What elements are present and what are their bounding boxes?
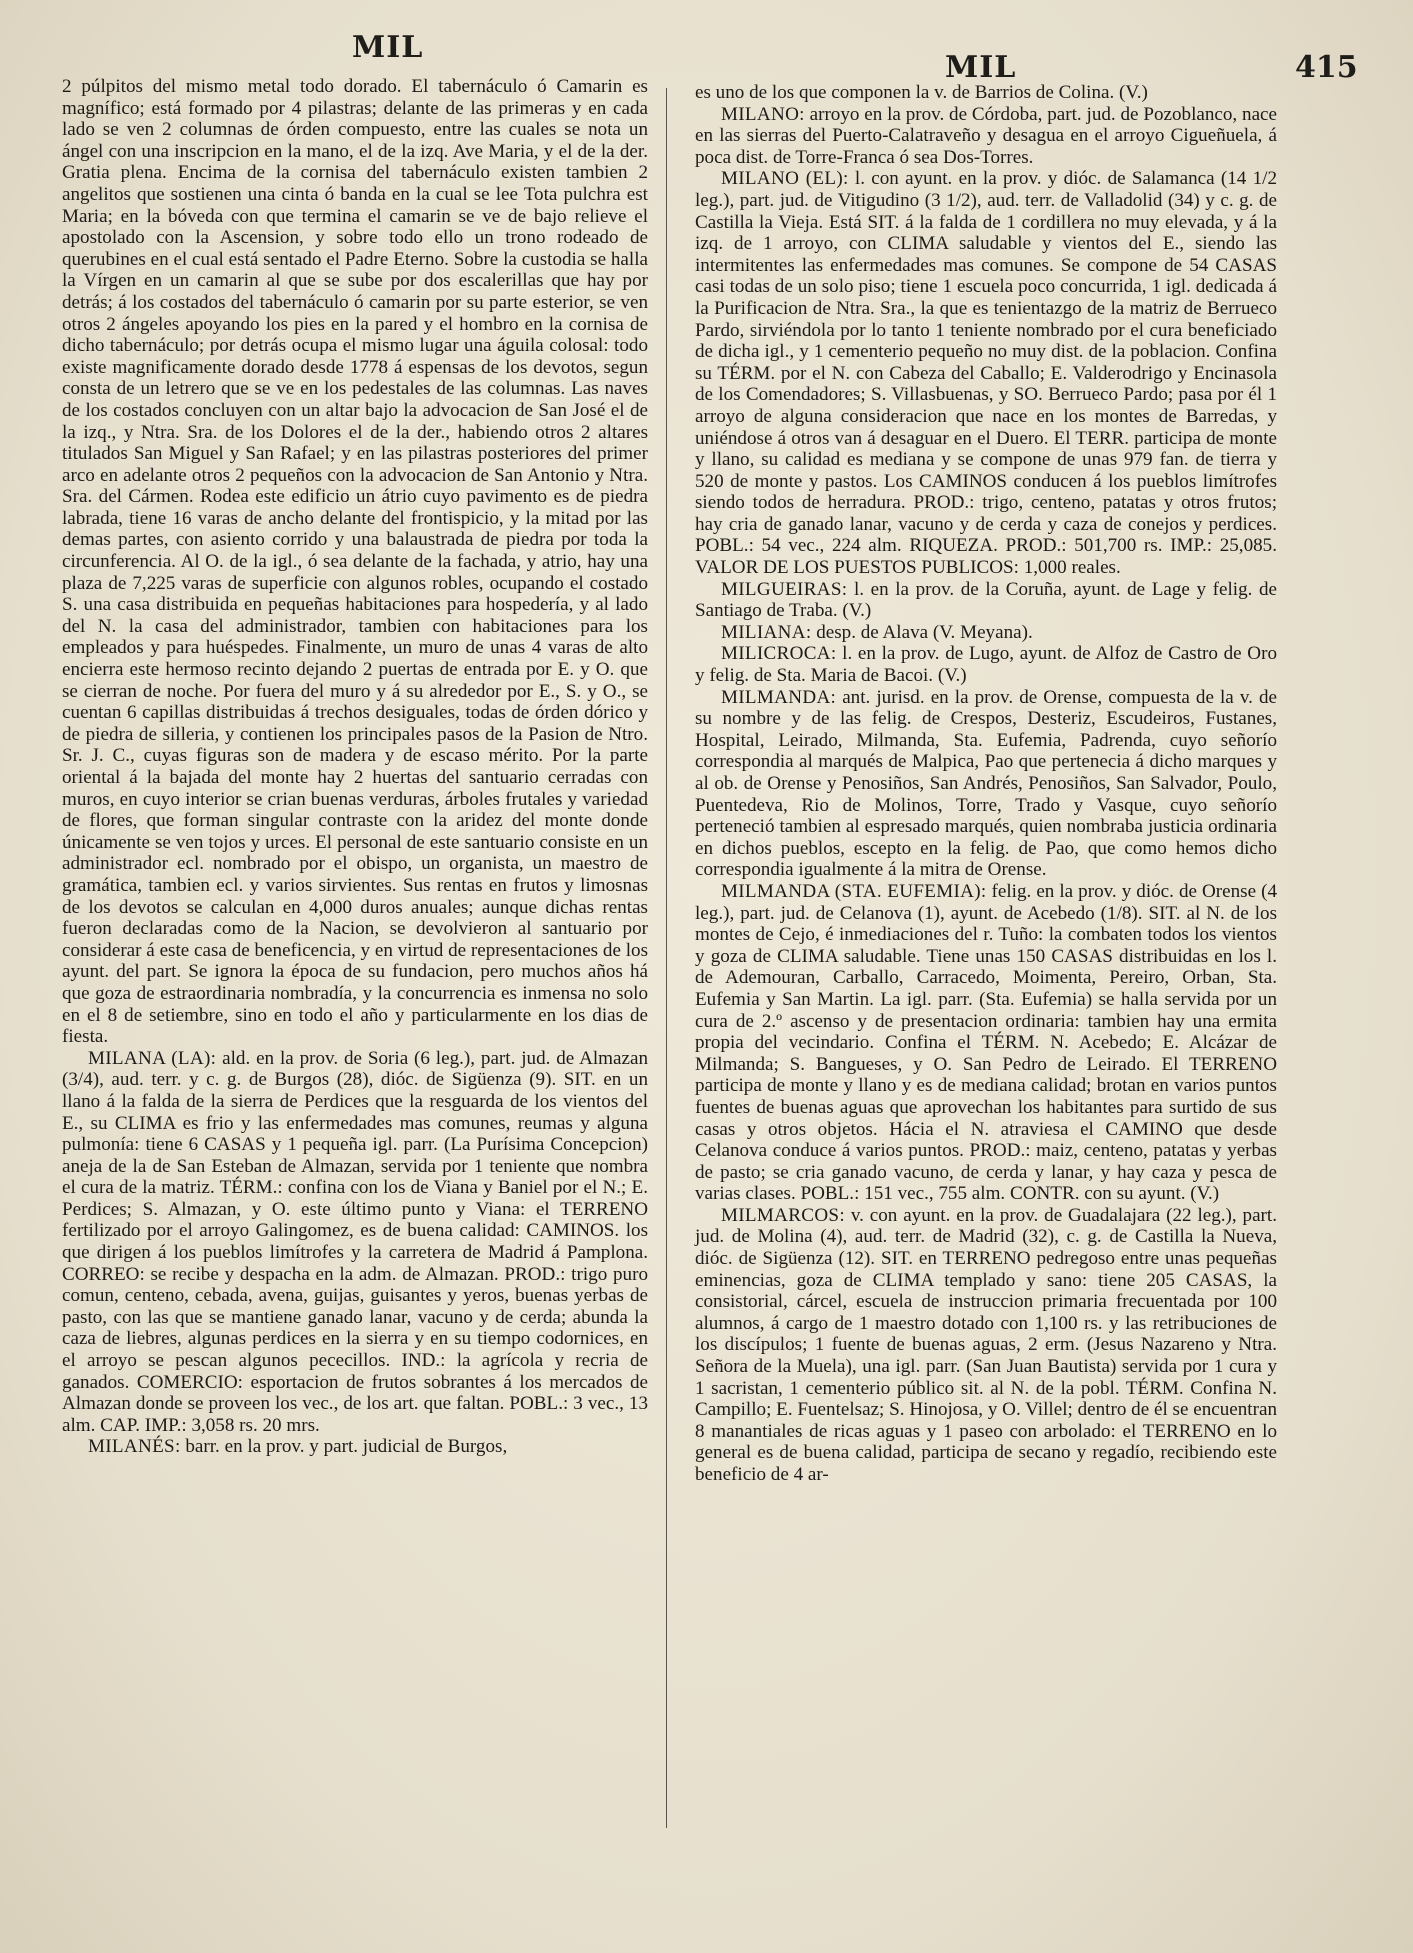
entry-headword: MILMANDA: <box>721 686 837 708</box>
entry-text: 2 púlpitos del mismo metal todo dorado. El tabernáculo ó Camarin es magnífico; está formado por 4 pilastras; delante de las primeras y en cada lado se ven 2 columnas de órden compuesto, entre las cuales se nota un ángel con una inscripcion en la mano, el de la izq. Ave Maria, y el de la der. Gratia plena. Encima de la cornisa del tabernáculo existen tambien 2 angelitos que sostienen una cinta ó banda en la cual se lee Tota pulchra est Maria; en la bóveda con que termina el camarin se ve de bajo relieve el apostolado con la Ascension, y sobre todo ello un trono rodeado de querubines en el cual está sentado el Padre Eterno. Sobre la custodia se halla la Vírgen en un camarin al que se sube por dos escalerillas que hay por detrás; á los costados del tabernáculo ó camarin por su parte esterior, se ven otros 2 ángeles apoyando los pies en la pared y el hombro en la cornisa de dicho tabernáculo; por detrás ocupa el mismo lugar una águila colosal: todo existe magnificamente dorado desde 1778 á espensas de los devotos, segun consta de un letrero que se ve en los pedestales de las columnas. Las naves de los costados concluyen con un altar bajo la advocacion de San José el de la izq., y Ntra. Sra. de los Dolores el de la der., habiendo otros 2 altares titulados San Miguel y San Rafael; y en las pilastras posteriores del primer arco en adelante otros 2 pequeños con la advocacion de San Antonio y Ntra. Sra. del Cármen. Rodea este edificio un átrio cuyo pavimento es de piedra labrada, tiene 16 varas de ancho delante del frontispicio, y la mitad por las demas partes, con asiento corrido y una balaustrada de piedra por toda la circunferencia. Al O. de la igl., ó sea delante de la fachada, y atrio, hay una plaza de 7,225 varas de superficie con algunos robles, ocupando el costado S. una casa distribuida en pequeñas habitaciones para hospedería, y al lado del N. la casa del administrador, tambien con habitaciones para los empleados y para huéspedes. Finalmente, un muro de unas 4 varas de alto encierra este hermoso recinto dejando 2 puertas de entrada por E. y O. que se cierran de noche. Por fuera del muro y á su alrededor por E., S. y O., se cuentan 6 capillas distribuidas á trechos desiguales, todas de órden dórico y de piedra de silleria, y contienen los principales pasos de la Pasion de Ntro. Sr. J. C., cuyas figuras son de madera y de escaso mérito. Por la parte oriental á la bajada del monte hay 2 huertas del santuario cerradas con muros, en cuyo interior se crian buenas verduras, árboles frutales y variedad de flores, que forman singular contraste con la aridez del monte donde únicamente se ven tojos y urces. El personal de este santuario consiste en un administrador ecl. nombrado por el obispo, un organista, un maestro de gramática, tambien ecl. y varios sirvientes. Sus rentas en frutos y limosnas de los devotos se calculan en 4,000 duros anuales; aunque dichas rentas fueron declaradas como de la Nacion, se devolvieron al santuario por considerar á este casa de beneficencia, y en virtud de representaciones de los ayunt. del part. Se ignora la época de su fundacion, pero muchos años há que goza de estraordinaria nombradía, y la concurrencia es inmensa no solo en el 8 de setiembre, sino en todo el año y particularmente en los dias de fiesta. <box>62 76 648 1048</box>
right-column <box>695 82 1277 1486</box>
entry-continuation <box>62 76 648 1048</box>
entry-text: l. en la prov. de la Coruña, ayunt. de Lage y felig. de Santiago de Traba. (V.) <box>695 578 1278 622</box>
entry-text: ald. en la prov. de Soria (6 leg.), part. jud. de Almazan (3/4), aud. terr. y c. g. de Burgos (28), dióc. de Sigüenza (9). SIT. en un llano á la falda de la sierra de Perdices que la resguarda de los vientos del E., su CLIMA es frio y las enfermedades mas comunes, reumas y alguna pulmonía: tiene 6 CASAS y 1 pequeña igl. parr. (La Purísima Concepcion) aneja de la de San Esteban de Almazan, servida por 1 teniente que nombra el cura de la matriz. TÉRM.: confina con los de Viana y Baniel por el N.; E. Perdices; S. Almazan, y O. este último punto y Viana: el TERRENO fertilizado por el arroyo Galingomez, es de buena calidad: CAMINOS. los que dirigen á los pueblos limítrofes y la carretera de Madrid á Pamplona. CORREO: se recibe y despacha en la adm. de Almazan. PROD.: trigo puro comun, centeno, cebada, avena, guijas, guisantes y yeros, buenas yerbas de pasto, con las que se mantiene ganado lanar, vacuno y de cerda; abunda la caza de liebres, algunas perdices en la sierra y en su tiempo codornices, en el arroyo se pescan algunos pececillos. IND.: la agrícola y recria de ganados. COMERCIO: esportacion de frutos sobrantes á los mercados de Almazan donde se proveen los vec., de los art. que faltan. POBL.: 3 vec., 13 alm. CAP. IMP.: 3,058 rs. 20 mrs. <box>62 1047 648 1436</box>
entry-text: barr. en la prov. y part. judicial de Burgos, <box>185 1436 508 1458</box>
entry <box>695 168 1277 578</box>
entry-headword: MILMARCOS: <box>721 1204 845 1226</box>
entry-continuation <box>695 82 1277 104</box>
entry-text: l. en la prov. de Lugo, ayunt. de Alfoz de Castro de Oro y felig. de Sta. Maria de Bacoi. (V.) <box>695 643 1278 687</box>
entry <box>62 1436 648 1458</box>
entry-text: felig. en la prov. y dióc. de Orense (4 leg.), part. jud. de Celanova (1), ayunt. de Acebedo (1/8). SIT. al N. de los montes de Cejo, é inmediaciones del r. Tuño: la combaten todos los vientos y goza de CLIMA saludable. Tiene unas 150 CASAS distribuidas en los l. de Ademouran, Carballo, Carracedo, Moimenta, Pereiro, Orban, Sta. Eufemia y San Martin. La igl. parr. (Sta. Eufemia) se halla servida por un cura de 2.º ascenso y de presentacion ordinaria: tambien hay una ermita propia del vecindario. Confina el TÉRM. N. Acebedo; E. Alcázar de Milmanda; S. Bangueses, y O. San Pedro de Leirado. El TERRENO participa de monte y llano y es de mediana calidad; brotan en varios puntos fuentes de buenas aguas que aprovechan los habitantes para surtido de sus casas y otros objetos. Hácia el N. atraviesa el CAMINO que desde Celanova conduce á varios puntos. PROD.: maiz, centeno, patatas y yerbas de pasto; se cria ganado vacuno, de cerda y lanar, y hay caza y pesca de varias clases. POBL.: 151 vec., 755 alm. CONTR. con su ayunt. (V.) <box>695 880 1277 1205</box>
entry-headword: MILANA (LA): <box>88 1047 217 1069</box>
entry-headword: MILMANDA (STA. EUFEMIA): <box>721 880 987 902</box>
entry <box>695 579 1277 622</box>
entry-text: v. con ayunt. en la prov. de Guadalajara (22 leg.), part. jud. de Molina (4), aud. terr. de Madrid (32), c. g. de Castilla la Nueva, dióc. de Sigüenza (12). SIT. en TERRENO pedregoso entre unas pequeñas eminencias, goza de CLIMA templado y sano: tiene 205 CASAS, la consistorial, cárcel, escuela de instruccion primaria frecuentada por 100 alumnos, á cargo de 1 maestro dotado con 1,100 rs. y las retribuciones de los discípulos; 1 fuente de buenas aguas, 2 erm. (Jesus Nazareno y Ntra. Señora de la Muela), una igl. parr. (San Juan Bautista) servida por 1 cura y 1 sacristan, 1 cementerio público sit. al N. de la pobl. TÉRM. Confina N. Campillo; E. Fuentelsaz; S. Hinojosa, y O. Villel; dentro de él se encuentran 8 manantiales de ricas aguas y 1 paseo con arbolado: el TERRENO en lo general es de buena calidad, participa de secano y regadío, recibiendo este beneficio de 4 ar- <box>695 1204 1277 1485</box>
page-number: 415 <box>1295 50 1358 85</box>
entry <box>695 687 1277 881</box>
entry-headword: MILGUEIRAS: <box>721 578 848 600</box>
entry <box>695 104 1277 169</box>
entry <box>695 643 1277 686</box>
column-divider <box>666 88 667 1828</box>
entry <box>695 1205 1277 1486</box>
left-column <box>62 76 648 1458</box>
entry-headword: MILANO: <box>721 103 805 125</box>
entry-text: desp. de Alava (V. Meyana). <box>816 621 1033 643</box>
entry-text: ant. jurisd. en la prov. de Orense, compuesta de la v. de su nombre y de las felig. de Crespos, Desteriz, Escudeiros, Fustanes, Hospital, Leirado, Milmanda, Sta. Eufemia, Padrenda, cuyo señorío correspondia al marqués de Malpica, Pao que pertenecia á dicho marques y al ob. de Orense y Penosiños, San Andrés, Penosiños, San Salvador, Poulo, Puentedeva, Rio de Molinos, Torre, Trado y Vasque, cuyo señorío perteneció tambien al espresado marqués, quien nombraba justicia ordinaria en dichos pueblos, escepto en la felig. de Pao, que como hemos dicho correspondia igualmente á la mitra de Orense. <box>695 686 1277 881</box>
entry-text: es uno de los que componen la v. de Barrios de Colina. (V.) <box>695 82 1148 103</box>
entry-headword: MILICROCA: <box>721 643 837 665</box>
left-running-head: MIL <box>352 30 424 65</box>
right-running-head: MIL <box>945 50 1017 85</box>
entry-headword: MILANO (EL): <box>721 168 849 190</box>
entry <box>695 622 1277 644</box>
entry-text: arroyo en la prov. de Córdoba, part. jud. de Pozoblanco, nace en las sierras del Puerto-Calatraveño y desagua en el arroyo Cigueñuela, á poca dist. de Torre-Franca ó sea Dos-Torres. <box>695 103 1277 168</box>
entry <box>695 881 1277 1205</box>
entry <box>62 1048 648 1437</box>
entry-headword: MILIANA: <box>721 621 812 643</box>
entry-text: l. con ayunt. en la prov. y dióc. de Salamanca (14 1/2 leg.), part. jud. de Vitigudino (3 1/2), aud. terr. de Valladolid (34) y c. g. de Castilla la Vieja. Está SIT. á la falda de 1 cordillera no muy elevada, y á la izq. de 1 arroyo, con CLIMA saludable y vientos del E., siendo las intermitentes las enfermedades mas comunes. Se compone de 54 CASAS casi todas de un solo piso; tiene 1 escuela poco concurrida, 1 igl. dedicada á la Purificacion de Ntra. Sra., la que es tenientazgo de la matriz de Berrueco Pardo, sirviéndola por lo tanto 1 teniente nombrado por el cura beneficiado de dicha igl., y 1 cementerio pequeño no muy dist. de la poblacion. Confina su TÉRM. por el N. con Cabeza del Caballo; E. Valderodrigo y Encinasola de los Comendadores; S. Villasbuenas, y SO. Berrueco Pardo; pasa por él 1 arroyo de alguna consideracion que nace en los montes de Barredas, y uniéndose á otros van á desaguar en el Duero. El TERR. participa de monte y llano, su calidad es mediana y se compone de unas 979 fan. de tierra y 520 de monte y pastos. Los CAMINOS conducen á los pueblos limítrofes siendo todos de herradura. PROD.: trigo, centeno, patatas y otros frutos; hay cria de ganado lanar, vacuno y de cerda y caza de conejos y perdices. POBL.: 54 vec., 224 alm. RIQUEZA. PROD.: 501,700 rs. IMP.: 25,085. VALOR DE LOS PUESTOS PUBLICOS: 1,000 reales. <box>695 168 1277 579</box>
entry-headword: MILANÉS: <box>88 1436 181 1458</box>
